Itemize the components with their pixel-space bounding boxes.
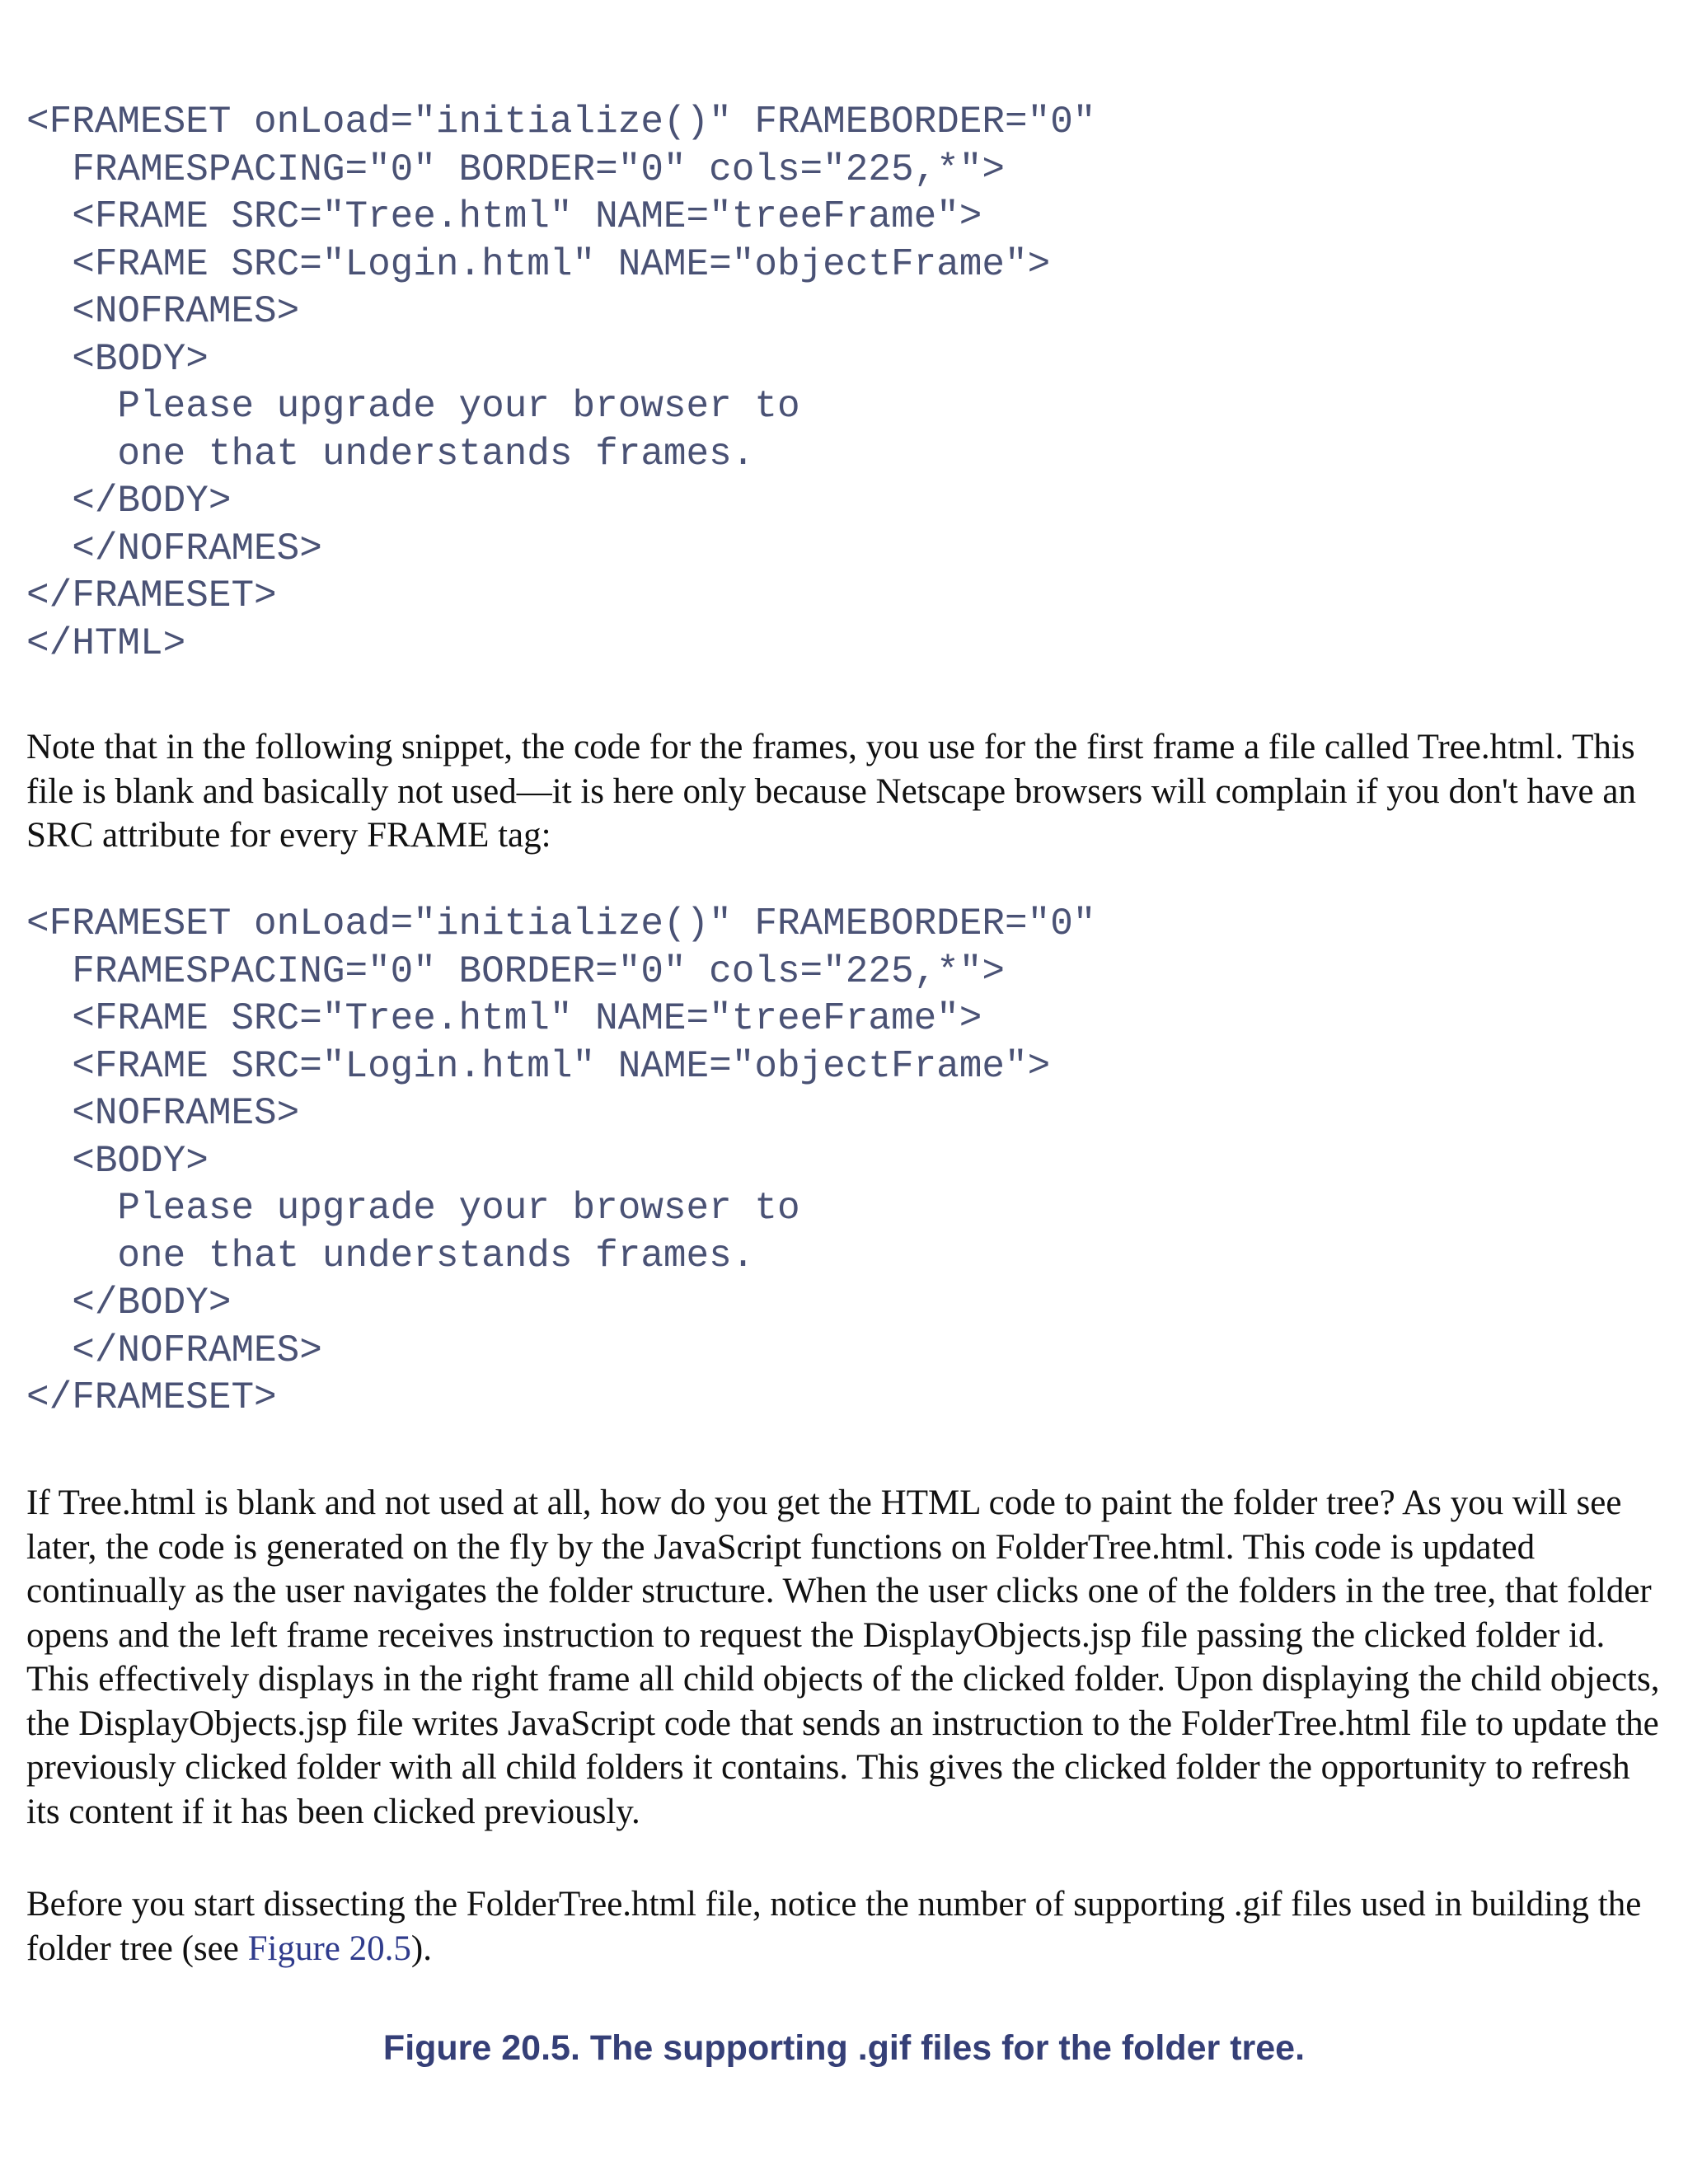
code-block-frameset-snippet xyxy=(26,901,1095,1422)
code-line: </FRAMESET> xyxy=(26,1376,277,1419)
code-line: </NOFRAMES> xyxy=(26,527,322,570)
code-line: Please upgrade your browser to xyxy=(26,385,800,428)
code-line: </NOFRAMES> xyxy=(26,1329,322,1372)
paragraph-folder-tree-explanation: If Tree.html is blank and not used at all, how do you get the HTML code to paint the folder tree? As you will see later, the code is generated on the fly by the JavaScript functions on FolderTree.html. This code is updated continually as the user navigates the folder structure. When the user clicks one of the folders in the tree, that folder opens and the left frame receives instruction to request the DisplayObjects.jsp file passing the clicked folder id. This effectively displays in the right frame all child objects of the clicked folder. Upon displaying the child objects, the DisplayObjects.jsp file writes JavaScript code that sends an instruction to the FolderTree.html file to update the previously clicked folder with all child folders it contains. This gives the clicked folder the opportunity to refresh its content if it has been clicked previously. xyxy=(26,1483,1660,1831)
code-line: </BODY> xyxy=(26,480,232,523)
code-line: FRAMESPACING="0" BORDER="0" cols="225,*"> xyxy=(26,949,1005,993)
code-line: <FRAMESET onLoad="initialize()" FRAMEBORDER="0" xyxy=(26,902,1096,945)
paragraph-text-after-link: ). xyxy=(410,1929,432,1968)
code-line: one that understands frames. xyxy=(26,432,755,476)
code-line: <BODY> xyxy=(26,337,209,381)
code-line: <FRAME SRC="Login.html" NAME="objectFrame"> xyxy=(26,242,1051,286)
code-block-frameset-full xyxy=(26,99,1095,668)
code-line: <BODY> xyxy=(26,1139,209,1183)
code-line: </HTML> xyxy=(26,621,186,665)
paragraph-text-before-link: Before you start dissecting the FolderTree.html file, notice the number of supporting .gif files used in building the folder tree (see xyxy=(26,1885,1642,1968)
figure-reference-link[interactable]: Figure 20.5 xyxy=(247,1929,411,1968)
code-line: one that understands frames. xyxy=(26,1234,755,1277)
code-line: </BODY> xyxy=(26,1282,232,1324)
code-line: <FRAME SRC="Tree.html" NAME="treeFrame"> xyxy=(26,195,982,238)
code-line: Please upgrade your browser to xyxy=(26,1187,800,1230)
code-line: <FRAME SRC="Login.html" NAME="objectFrame"> xyxy=(26,1044,1051,1088)
code-line: <NOFRAMES> xyxy=(26,290,300,333)
code-line: FRAMESPACING="0" BORDER="0" cols="225,*"> xyxy=(26,148,1005,191)
paragraph-gif-files-intro xyxy=(26,1882,1667,1971)
code-line: <NOFRAMES> xyxy=(26,1092,300,1135)
figure-caption: Figure 20.5. The supporting .gif files for the folder tree. xyxy=(382,2028,1306,2068)
code-line: <FRAMESET onLoad="initialize()" FRAMEBORDER="0" xyxy=(26,101,1096,143)
code-line: <FRAME SRC="Tree.html" NAME="treeFrame"> xyxy=(26,997,982,1040)
code-line: </FRAMESET> xyxy=(26,574,277,617)
paragraph-tree-html-note: Note that in the following snippet, the code for the frames, you use for the first frame a file called Tree.html. This file is blank and basically not used—it is here only because Netscape browsers will complain if you don't have an SRC attribute for every FRAME tag: xyxy=(26,728,1636,855)
